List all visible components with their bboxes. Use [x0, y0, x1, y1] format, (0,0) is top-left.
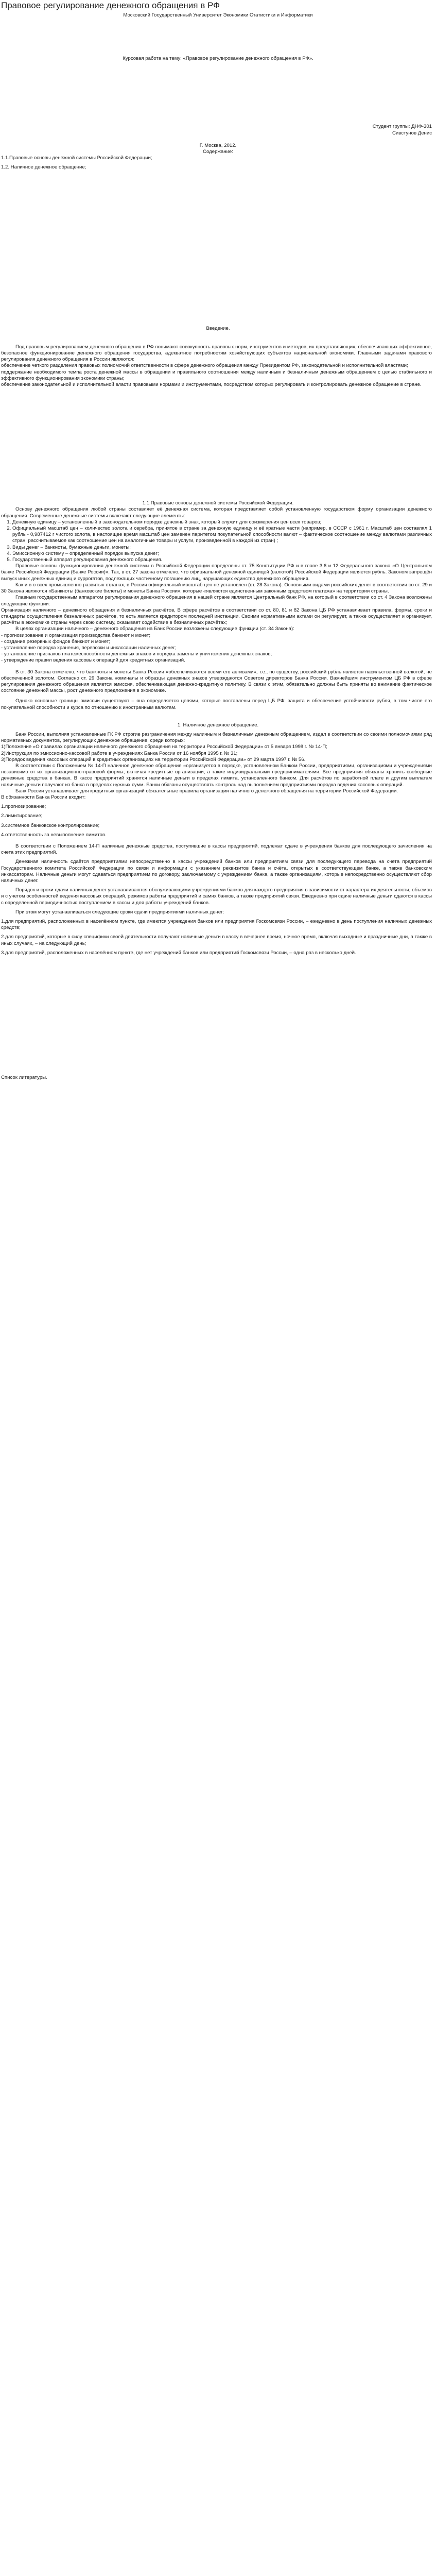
toc-heading: Содержание:	[203, 149, 233, 155]
coursework-topic: Курсовая работа на тему: «Правовое регулирование денежного обращения в РФ».	[123, 56, 313, 62]
duties-intro: В обязанности Банка России входит:	[1, 794, 86, 800]
toc-item[interactable]: 1.2. Наличное денежное обращение;	[1, 164, 86, 171]
deadline-item: 1.для предприятий, расположенных в населённом пункте, где имеются учреждения банков или предприятия Госкомсвязи России, – ежедневно в день поступления наличных денежных средств;	[1, 919, 432, 931]
section1-heading: 1.1.Правовые основы денежной системы Российской Федерации.	[142, 500, 294, 506]
intro-paragraph: Под правовым регулированием денежного обращения в РФ понимают совокупность правовых норм, инструментов и методов, их представляющих, обеспечивающих эффективное, безопасное функционирование денежного обращения государства, адекватное потребностям хозяйствующих субъектов национальной экономики. Главными задачами правового регулирования денежного обращения в России являются:	[1, 344, 432, 363]
document	[0, 0, 436, 1081]
body-paragraph: Банк России устанавливает для кредитных организаций обязательные правила организации наличного денежного обращения на территории Российской Федерации.	[15, 788, 398, 794]
student-name: Сивстунов Денис	[392, 130, 432, 136]
list-item: 1. Денежную единицу – установленный в законодательном порядке денежный знак, который служит для соизмерения цен всех товаров;	[12, 519, 432, 526]
function-item: - создание резервных фондов банкнот и монет;	[1, 638, 111, 645]
body-paragraph: В ст. 30 Закона отмечено, что банкноты и монеты Банка России «обеспечиваются всеми его активами», т.е., по существу, российский рубль является насильственной валютой, не обеспеченной золотом. Согласно ст. 29 Закона номиналы и образцы денежных знаков утверждаются Советом директоров Банка России. Важнейшим инструментом ЦБ РФ в сфере регулирования денежного обращения является эмиссия, обеспечивающая денежно-кредитную политику. В связи с этим, обязательно должны быть приняты во внимание фактическое состояние денежной массы, рост денежного предложения в экономике.	[1, 669, 432, 694]
body-paragraph: Организация наличного – денежного обращения и безналичных расчётов, В сфере расчётов в соответствии со ст. 80, 81 и 82 Закона ЦБ РФ устанавливает правила, формы, сроки и стандарты осуществления безналичных расчётов, то есть является кредитором последней инстанции. Своими нормативными актами он регулирует, а также осуществляет и организует, расчёты в экономике страны через свою систему, оказывает содействие в безналичных расчётах;	[1, 607, 432, 626]
body-paragraph: Порядок и сроки сдачи наличных денег устанавливаются обслуживающими учреждениями банков для каждого предприятия в зависимости от характера их деятельности, объемов и с учетом особенностей ведения кассовых операций, режимов работы предприятий и самих банков, а также предприятий связи. Ежедневно при сдаче наличные деньги сдаются в кассы с определенной периодичностью поступлением в кассы и для работы учреждений банков.	[1, 887, 432, 906]
body-paragraph: Главным государственным аппаратом регулирования денежного обращения в нашей стране является Центральный банк РФ, на который в соответствии со ст. 4 Закона возложены следующие функции:	[1, 595, 432, 607]
regulation-doc: 3)Порядок ведения кассовых операций в кредитных организациях на территории Российской Федерации» от 29 марта 1997 г. № 56.	[1, 756, 306, 762]
regulation-doc: 1)Положение «О правилах организации наличного денежного обращения на территории Российской Федерации» от 5 января 1998 г. № 14-П;	[1, 744, 327, 750]
literature-heading: Список литературы.	[1, 1075, 47, 1081]
deadline-item: 2.для предприятий, которые в силу специфики своей деятельности получают наличные деньги в кассу в вечернее время, ночное время, включая выходные и праздничные дни, а также в иных случаях, – на следующий день;	[1, 934, 432, 946]
list-item: 2. Официальный масштаб цен – количество золота и серебра, принятое в стране за денежную единицу и её кратные части (например, в СССР с 1961 г. Масштаб цен составлял 1 рубль - 0,987412 г чистого золота, в настоящее время масштаб цен заменен паритетом покупательной способности валют – фактическое соотношение между валютами различных стран, рассчитываемое как соотношение цен на аналогичные товары и услуги, произведенной в каждой из стран) ;	[12, 526, 432, 545]
university-name: Московский Государственный Университет Экономики Статистики и Информатики	[123, 12, 313, 18]
duty-item: 2.лимитирование;	[1, 813, 43, 819]
section1-intro: Основу денежного обращения любой страны составляет её денежная система, которая представляет собой установленную государством форму организации денежного обращения. Современные денежные системы включают следующие элементы:	[1, 506, 432, 519]
body-paragraph: В соответствии с Положением 14-П наличные денежные средства, поступившие в кассы предприятий, подлежат сдаче в учреждения банков для последующего зачисления на счета этих предприятий.	[1, 843, 432, 856]
section2-intro: Банк России, выполняя установленные ГК РФ строгие разграничения между наличным и безналичным денежным обращением, издал в соответствии со своими полномочиями ряд нормативных документов, регулирующих денежное обращение, среди которых:	[1, 731, 432, 744]
function-item: - утверждение правил ведения кассовых операций для кредитных организаций.	[1, 657, 185, 664]
list-item: 4. Эмиссионную систему – определенный порядок выпуска денег;	[12, 551, 432, 557]
monetary-system-elements	[0, 519, 436, 563]
body-paragraph: В целях организации наличного – денежного обращения на Банк России возложены следующие функции (ст. 34 Закона):	[15, 626, 294, 632]
list-item: 3. Виды денег – банкноты, бумажные деньги, монеты;	[12, 545, 432, 551]
intro-heading: Введение.	[206, 325, 230, 331]
toc-item[interactable]: 1.1.Правовые основы денежной системы Российской Федерации;	[1, 155, 152, 161]
document-title: Правовое регулирование денежного обращения в РФ	[1, 1, 220, 10]
list-item: 5. Государственный аппарат регулирования денежного обращения.	[12, 557, 432, 563]
function-item: - установление признаков платежеспособности денежных знаков и порядка замены и уничтожения денежных знаков;	[1, 651, 272, 657]
function-item: - прогнозирование и организация производства банкнот и монет;	[1, 632, 151, 638]
function-item: - установление порядка хранения, перевозки и инкассации наличных денег;	[1, 645, 177, 651]
city-year: Г. Москва, 2012.	[199, 142, 237, 148]
deadline-item: 3.для предприятий, расположенных в населённом пункте, где нет учреждений банков или предприятий Госкомсвязи России, – одна раз в несколько дней.	[1, 950, 356, 956]
intro-paragraph: обеспечение законодательной и исполнительной власти правовыми нормами и инструментами, посредством которых регулировать и контролировать денежное обращение в стране.	[1, 382, 422, 388]
duty-item: 3.системное банковское контролирование;	[1, 822, 100, 828]
intro-paragraph: поддержание необходимого темпа роста денежной массы в обращении и правильного соотношения между наличным и безналичным денежным обращением с целью стабильного и эффективного функционирования экономики страны;	[1, 369, 432, 381]
body-paragraph: При этом могут устанавливаться следующие сроки сдачи предприятиями наличных денег:	[15, 909, 224, 915]
body-paragraph: Денежная наличность сдаётся предприятиями непосредственно в кассы учреждений банков или предприятиям связи для последующего перевода на счета предприятий Государственного комитета Российской Федерации по связи и информации с указанием реквизитов банка и счёта, открытых в соответствующем банке, а также банковским инкассаторам. Наличные деньги могут сдаваться предприятием по договору, заключаемому с учреждением банка, а также организациям, которые непосредственно осуществляют сбор наличных денег.	[1, 859, 432, 884]
duty-item: 1.прогнозирование;	[1, 804, 46, 810]
body-paragraph: Правовые основы функционирования денежной системы в Российской Федерации определены ст. 75 Конституции РФ и в главе 3,6 и 12 Федерального закона «О Центральном банке Российской Федерации (Банке России)». Так, в ст. 27 закона отмечено, что официальной денежной единицей (валютой) Российской Федерации является рубль. Законом запрещён выпуск иных денежных единиц и суррогатов, подлежащих частичному погашению лиц, нарушающих единство денежного обращения.	[1, 563, 432, 582]
regulation-doc: 2)Инструкция по эмиссионно-кассовой работе в учреждениях Банка России от 16 ноября 1995 г. № 31;	[1, 750, 238, 756]
document-body	[0, 11, 436, 1081]
student-group: Студент группы: ДНФ-301	[372, 124, 432, 130]
section2-heading: 1. Наличное денежное обращение.	[177, 722, 259, 728]
body-paragraph: Однако основные границы эмиссии существуют – она определяется целями, которые поставлены перед ЦБ РФ: защита и обеспечение устойчивости рубля, в том числе его покупательной способности и курса по отношению к иностранным валютам.	[1, 698, 432, 710]
body-paragraph: В соответствии с Положением № 14-П наличное денежное обращение «организуется в порядке, установленном Банком России, предприятиями, организациями и учреждениями независимо от их организационно-правовой формы, включая кредитные организации, а также индивидуальными предпринимателями. Все предприятия обязаны хранить свободные денежные средства в банках. В кассе предприятий хранятся наличные деньги в пределах лимита, установленного банком. Для расчётов по заработной плате и другим выплатам наличные деньги получают из банка в пределах нужных сумм. Банки обязаны осуществлять контроль над выполнением предприятиями порядка ведения кассовых операций.	[1, 762, 432, 788]
intro-paragraph: обеспечение четкого разделения правовых полномочий ответственности в сфере денежного обращения между Президентом РФ, законодательной и исполнительной властями;	[1, 363, 408, 369]
duty-item: 4.ответственность за невыполнение лимитов.	[1, 832, 107, 838]
body-paragraph: Как и в о всех промышленно развитых странах, в России официальный масштаб цен не установлен (ст. 28 Закона). Основными видами российских денег в соответствии со ст. 29 и 30 Закона являются «Банкноты (банковские билеты) и монеты Банка России», которые «являются единственным законным средством платежа» на территории страны.	[1, 582, 432, 595]
